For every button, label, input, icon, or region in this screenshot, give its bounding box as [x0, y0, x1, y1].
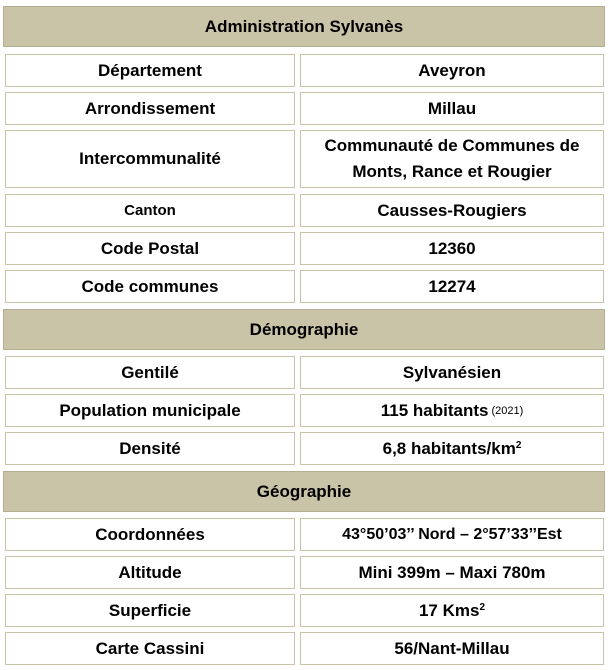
row-label-intercommunalite: Intercommunalité [5, 130, 295, 188]
section-title: Démographie [249, 319, 359, 339]
row-label-departement: Département [5, 54, 295, 87]
population-year: (2021) [491, 404, 524, 417]
row-label-densite: Densité [5, 432, 295, 465]
row-label-gentile: Gentilé [5, 356, 295, 389]
section-title: Géographie [256, 481, 352, 501]
row-label-altitude: Altitude [5, 556, 295, 589]
row-label-canton: Canton [5, 194, 295, 227]
section-header-geographie [3, 471, 605, 512]
row-value-intercommunalite: Communauté de Communes de Monts, Rance et Rougier [300, 130, 604, 188]
row-label-code-postal: Code Postal [5, 232, 295, 265]
row-value-carte-cassini: 56/Nant-Millau [300, 632, 604, 665]
row-value-arrondissement: Millau [300, 92, 604, 125]
row-label-arrondissement: Arrondissement [5, 92, 295, 125]
row-value-gentile: Sylvanésien [300, 356, 604, 389]
row-value-coordonnees: 43°50’03’’ Nord – 2°57’33’’Est [300, 518, 604, 551]
row-value-altitude: Mini 399m – Maxi 780m [300, 556, 604, 589]
row-value-departement: Aveyron [300, 54, 604, 87]
row-value-densite: 6,8 habitants/km $^2$ [300, 432, 604, 465]
row-value-superficie: 17 Kms $^2$ [300, 594, 604, 627]
section-title: Administration Sylvanès [204, 16, 404, 36]
row-value-code-communes: 12274 [300, 270, 604, 303]
row-value-canton: Causses-Rougiers [300, 194, 604, 227]
row-value-population: 115 habitants (2021) [300, 394, 604, 427]
row-label-code-communes: Code communes [5, 270, 295, 303]
section-header-administration [3, 6, 605, 47]
row-label-carte-cassini: Carte Cassini [5, 632, 295, 665]
row-label-superficie: Superficie [5, 594, 295, 627]
section-header-demographie [3, 309, 605, 350]
row-label-population: Population municipale [5, 394, 295, 427]
row-value-code-postal: 12360 [300, 232, 604, 265]
row-label-coordonnees: Coordonnées [5, 518, 295, 551]
